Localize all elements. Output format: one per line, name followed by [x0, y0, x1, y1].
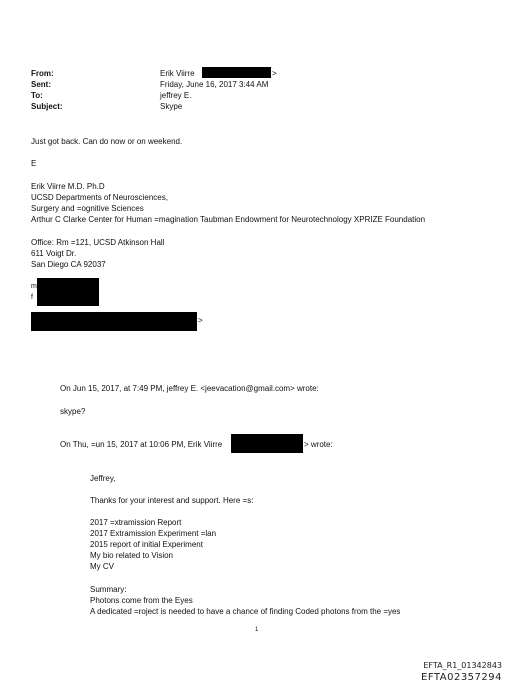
list-item: 2015 report of initial Experiment	[90, 540, 203, 549]
greeting: Jeffrey,	[90, 474, 116, 483]
signature-line: Erik Viirre M.D. Ph.D	[31, 182, 105, 191]
phone-m-label: m	[31, 283, 37, 290]
summary-label: Summary:	[90, 585, 127, 594]
from-label: From:	[31, 69, 54, 78]
page-number: 1	[255, 627, 259, 633]
to-label: To:	[31, 91, 43, 100]
bates-code-secondary: EFTA02357294	[421, 672, 502, 683]
list-item: My CV	[90, 562, 114, 571]
sent-label: Sent:	[31, 80, 51, 89]
from-value: Erik Viirre	[160, 69, 195, 78]
address-line: San Diego CA 92037	[31, 260, 106, 269]
body-initial: E	[31, 159, 37, 168]
list-item: 2017 =xtramission Report	[90, 518, 182, 527]
summary-line: Photons come from the Eyes	[90, 596, 193, 605]
signature-line: Arthur C Clarke Center for Human =magination Taubman Endowment for Neurotechnology XPRIZE Foundation	[31, 215, 426, 224]
summary-line: A dedicated =roject is needed to have a chance of finding Coded photons from the =yes	[90, 607, 401, 616]
redaction-box	[231, 434, 303, 453]
email-suffix: >	[198, 316, 203, 325]
from-suffix: >	[272, 69, 277, 78]
subject-label: Subject:	[31, 102, 63, 111]
quote-header: On Thu, =un 15, 2017 at 10:06 PM, Erik Viirre	[60, 440, 223, 449]
body-line: Just got back. Can do now or on weekend.	[31, 137, 183, 146]
phone-f-label: f	[31, 294, 33, 301]
quote-text: skype?	[60, 407, 86, 416]
quote-header: On Jun 15, 2017, at 7:49 PM, jeffrey E. <jeevacation@gmail.com> wrote:	[60, 384, 319, 393]
thanks-line: Thanks for your interest and support. Here =s:	[90, 496, 254, 505]
bates-code-primary: EFTA_R1_01342843	[423, 661, 502, 670]
to-value: jeffrey E.	[160, 91, 192, 100]
signature-line: Surgery and =ognitive Sciences	[31, 204, 144, 213]
redaction-box	[202, 67, 271, 78]
subject-value: Skype	[160, 102, 183, 111]
quote-header-suffix: > wrote:	[304, 440, 333, 449]
sent-value: Friday, June 16, 2017 3:44 AM	[160, 80, 269, 89]
signature-line: UCSD Departments of Neurosciences,	[31, 193, 168, 202]
redaction-box	[31, 312, 197, 331]
list-item: My bio related to Vision	[90, 551, 174, 560]
address-line: Office: Rm =121, UCSD Atkinson Hall	[31, 238, 165, 247]
list-item: 2017 Extramission Experiment =lan	[90, 529, 217, 538]
address-line: 611 Voigt Dr.	[31, 249, 77, 258]
redaction-box	[37, 278, 99, 306]
